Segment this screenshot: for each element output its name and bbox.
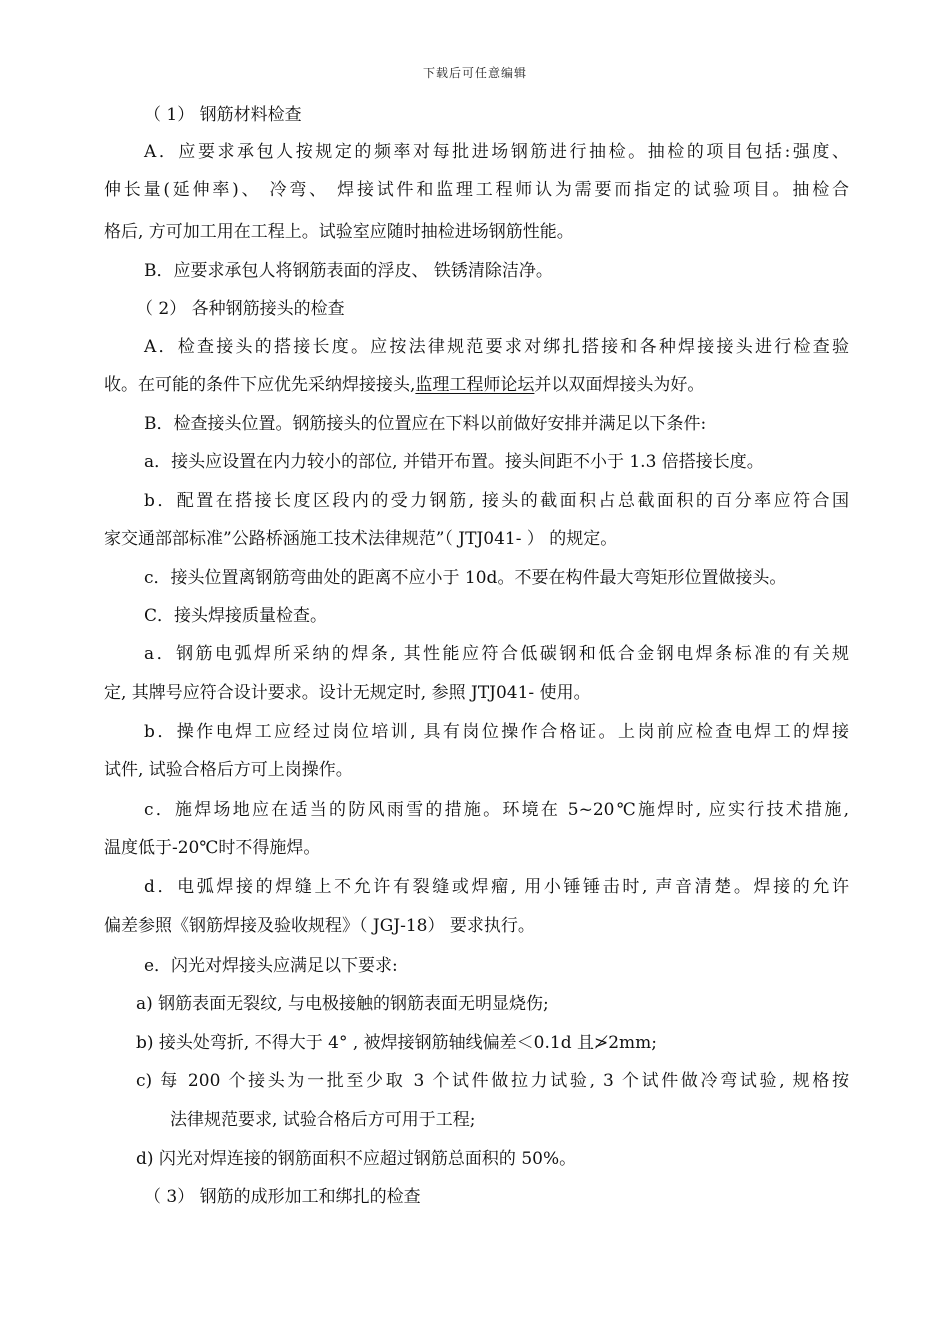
forum-link[interactable]: 监理工程师论坛: [415, 375, 535, 395]
paragraph-line: 偏差参照《钢筋焊接及验收规程》（ JGJ-18） 要求执行。: [104, 916, 535, 936]
paragraph-line: b．操作电焊工应经过岗位培训, 具有岗位操作合格证。上岗前应检查电焊工的焊接: [144, 722, 849, 742]
paragraph-line: 家交通部部标准”公路桥涵施工技术法律规范”（ JTJ041- ） 的规定。: [104, 529, 618, 549]
paragraph-line: c．施焊场地应在适当的防风雨雪的措施。环境在 5~20℃施焊时, 应实行技术措施,: [144, 800, 849, 820]
paragraph-line: [104, 372, 849, 398]
paragraph-line: c．接头位置离钢筋弯曲处的距离不应小于 10d。不要在构件最大弯矩形位置做接头。: [144, 568, 787, 588]
paragraph-line: 温度低于-20℃时不得施焊。: [104, 838, 321, 858]
paragraph-line: d．电弧焊接的焊缝上不允许有裂缝或焊瘤, 用小锤锤击时, 声音清楚。焊接的允许: [144, 877, 849, 897]
paragraph-line: 格后, 方可加工用在工程上。试验室应随时抽检进场钢筋性能。: [104, 222, 574, 242]
list-item-d: d) 闪光对焊连接的钢筋面积不应超过钢筋总面积的 50%。: [136, 1149, 577, 1169]
paragraph-text: 并以双面焊接头为好。: [534, 375, 705, 395]
paragraph-line: 伸长量(延伸率)、 冷弯、 焊接试件和监理工程师认为需要而指定的试验项目。抽检合: [104, 180, 849, 200]
paragraph-line: a．钢筋电弧焊所采纳的焊条, 其性能应符合低碳钢和低合金钢电焊条标准的有关规: [144, 644, 849, 664]
list-item-c: c) 每 200 个接头为一批至少取 3 个试件做拉力试验, 3 个试件做冷弯试验, 规格按: [136, 1071, 849, 1091]
list-item-b: b) 接头处弯折, 不得大于 4° , 被焊接钢筋轴线偏差＜0.1d 且≯2mm;: [136, 1033, 658, 1053]
paragraph-line: 定, 其牌号应符合设计要求。设计无规定时, 参照 JTJ041- 使用。: [104, 683, 591, 703]
section-2-heading: （ 2） 各种钢筋接头的检查: [136, 299, 345, 319]
paragraph-line: A．应要求承包人按规定的频率对每批进场钢筋进行抽检。抽检的项目包括:强度、: [144, 142, 849, 162]
paragraph-line: e．闪光对焊接头应满足以下要求:: [144, 956, 398, 976]
list-item-a: a) 钢筋表面无裂纹, 与电极接触的钢筋表面无明显烧伤;: [136, 994, 549, 1014]
section-1-heading: （ 1） 钢筋材料检查: [144, 105, 302, 125]
page-header: 下载后可任意编辑: [422, 66, 527, 80]
paragraph-line: 试件, 试验合格后方可上岗操作。: [104, 760, 353, 780]
paragraph-line: B．检查接头位置。钢筋接头的位置应在下料以前做好安排并满足以下条件:: [144, 414, 707, 434]
section-3-heading: （ 3） 钢筋的成形加工和绑扎的检查: [144, 1187, 421, 1207]
list-item-c-continued: 法律规范要求, 试验合格后方可用于工程;: [170, 1110, 476, 1130]
paragraph-line: a．接头应设置在内力较小的部位, 并错开布置。接头间距不小于 1.3 倍搭接长度。: [144, 452, 764, 472]
paragraph-line: b．配置在搭接长度区段内的受力钢筋, 接头的截面积占总截面积的百分率应符合国: [144, 491, 849, 511]
paragraph-line: A．检查接头的搭接长度。应按法律规范要求对绑扎搭接和各种焊接接头进行检查验: [144, 337, 849, 357]
paragraph-text: 收。在可能的条件下应优先采纳焊接接头,: [104, 375, 416, 395]
paragraph-line: C．接头焊接质量检查。: [144, 606, 328, 626]
paragraph-line: B．应要求承包人将钢筋表面的浮皮、 铁锈清除洁净。: [144, 261, 553, 281]
